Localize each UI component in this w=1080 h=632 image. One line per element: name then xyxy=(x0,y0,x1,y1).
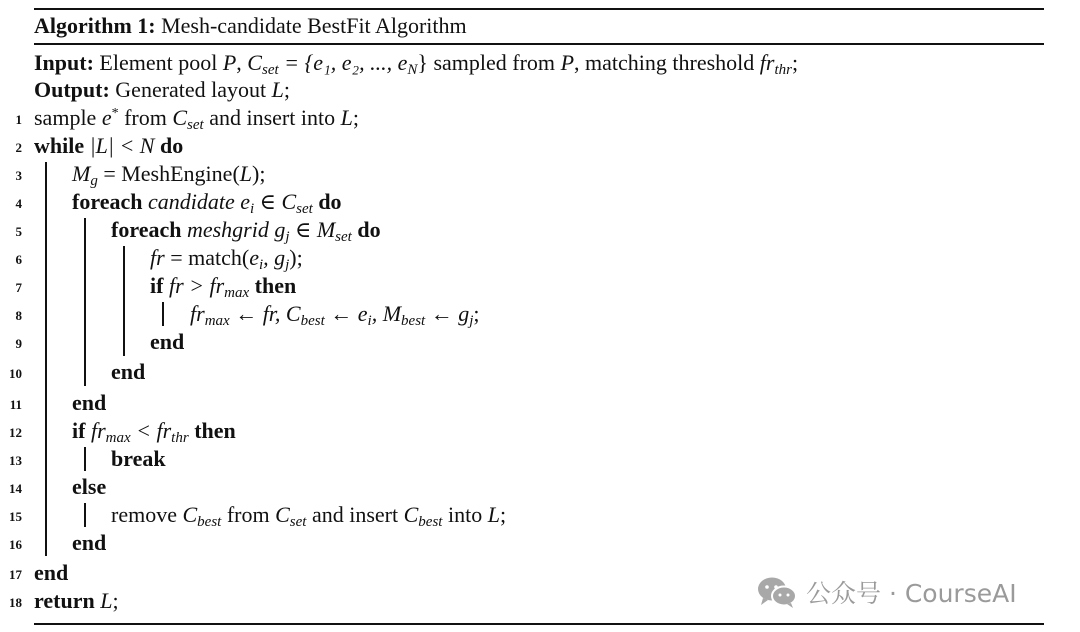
input-text: sampled from xyxy=(433,50,556,75)
foreach-meshgrid-bar xyxy=(123,246,125,356)
math-var: L xyxy=(271,77,284,102)
line-code xyxy=(150,328,184,356)
output-line xyxy=(34,76,290,104)
math-var: P xyxy=(560,50,575,75)
math-sup: * xyxy=(111,106,119,121)
caption-title: Mesh-candidate BestFit Algorithm xyxy=(161,13,467,38)
math-var: fr xyxy=(150,245,165,270)
line-code xyxy=(72,529,106,557)
math-sub: best xyxy=(418,514,443,530)
caption-rule xyxy=(34,43,1044,45)
math-expr: |L| < N xyxy=(89,133,155,158)
line-code xyxy=(34,559,68,587)
math-var: e xyxy=(101,105,112,130)
math-sub: set xyxy=(187,117,204,133)
keyword-return: return xyxy=(34,588,95,613)
algorithm-line xyxy=(0,132,1040,160)
math-sub: j xyxy=(285,229,290,245)
keyword-do: do xyxy=(318,189,342,214)
punct: ; xyxy=(791,50,799,75)
line-number: 4 xyxy=(15,196,22,211)
math-var: fr xyxy=(190,301,205,326)
math-sub: i xyxy=(258,257,264,273)
algorithm-line xyxy=(0,160,1040,188)
algorithm-line xyxy=(0,328,1040,356)
math-expr: meshgrid g xyxy=(186,217,286,242)
math-var: L xyxy=(487,502,500,527)
math-var: C xyxy=(275,502,290,527)
math-sub: j xyxy=(285,257,290,273)
keyword-end: end xyxy=(150,329,185,354)
algorithm-line xyxy=(0,244,1040,272)
line-number: 16 xyxy=(9,537,22,552)
keyword-end: end xyxy=(72,530,107,555)
line-code xyxy=(72,417,236,445)
input-line: Input: Element pool P, $C_{set} = \{e_1$, e₂, ..., $e_N$} sampled from P, matching threshold $fr_{thr}$; xyxy=(34,50,799,78)
punct: ); xyxy=(252,161,266,186)
line-number: 1 xyxy=(15,112,22,127)
line-number: 17 xyxy=(9,567,22,582)
math-sub: max xyxy=(105,430,131,446)
math-var: L xyxy=(239,161,253,186)
math-var: fr xyxy=(759,50,775,75)
code-text: from xyxy=(226,502,270,527)
math-set-close: } xyxy=(417,50,428,75)
math-sub: set xyxy=(289,514,307,530)
line-code xyxy=(34,132,183,160)
math-sub: set xyxy=(335,229,352,245)
math-sub: N xyxy=(407,62,418,78)
math-sub: i xyxy=(367,313,372,329)
watermark-text: 公众号 · CourseAI xyxy=(806,579,1017,608)
line-code xyxy=(150,244,303,272)
math-sub: set xyxy=(261,62,279,78)
math-var: C xyxy=(403,502,419,527)
wechat-icon xyxy=(756,575,798,609)
math-sub: set xyxy=(296,201,313,217)
math-var: L xyxy=(100,588,113,613)
algorithm-line xyxy=(0,358,1040,386)
algorithm-caption xyxy=(34,11,467,41)
else-bar xyxy=(84,503,86,527)
keyword-end: end xyxy=(72,390,107,415)
algorithm-line xyxy=(0,300,1040,328)
math-sub: i xyxy=(250,201,255,217)
math-sub: thr xyxy=(171,430,189,446)
line-code xyxy=(72,473,106,501)
punct: ; xyxy=(352,105,359,130)
math-expr: ← fr, C xyxy=(235,301,301,326)
line-number: 14 xyxy=(9,481,22,496)
line-number: 2 xyxy=(15,140,22,155)
if-then-bar xyxy=(162,302,164,326)
punct: ); xyxy=(289,245,303,270)
code-text: and insert xyxy=(311,502,399,527)
keyword-do: do xyxy=(357,217,381,242)
math-sub: best xyxy=(401,313,426,329)
keyword-then: then xyxy=(254,273,297,298)
math-expr: ∈ C xyxy=(259,189,297,214)
foreach-candidate-bar xyxy=(84,218,86,386)
math-var: C xyxy=(172,105,188,130)
line-code xyxy=(34,104,359,132)
keyword-then: then xyxy=(194,418,236,443)
code-text: = match( xyxy=(170,245,250,270)
bottom-rule xyxy=(34,623,1044,625)
algorithm-line xyxy=(0,417,1040,445)
math-expr: , M xyxy=(371,301,402,326)
math-sub: best xyxy=(197,514,222,530)
code-text: remove xyxy=(111,502,177,527)
output-label: Output: xyxy=(34,77,110,102)
keyword-end: end xyxy=(111,359,146,384)
algorithm-line xyxy=(0,389,1040,417)
line-code xyxy=(34,587,119,615)
algorithm-line xyxy=(0,188,1040,216)
line-code xyxy=(190,300,480,328)
keyword-if: if xyxy=(72,418,86,443)
input-text: Element pool xyxy=(99,50,218,75)
line-code xyxy=(150,272,296,300)
watermark xyxy=(756,572,1017,612)
math-sub: thr xyxy=(774,62,792,78)
code-text: sample xyxy=(34,105,97,130)
line-number: 12 xyxy=(9,425,22,440)
math-sub: best xyxy=(300,313,325,329)
line-number: 8 xyxy=(15,308,22,323)
keyword-foreach: foreach xyxy=(111,217,182,242)
line-number: 13 xyxy=(9,453,22,468)
caption-label: Algorithm 1: xyxy=(34,13,156,38)
line-number: 15 xyxy=(9,509,22,524)
line-code xyxy=(72,160,265,188)
algorithm-line xyxy=(0,529,1040,557)
math-var: fr xyxy=(90,418,106,443)
algorithm-line xyxy=(0,272,1040,300)
line-code xyxy=(111,501,506,529)
math-expr: < fr xyxy=(136,418,172,443)
line-number: 18 xyxy=(9,595,22,610)
math-var: C xyxy=(182,502,198,527)
math-expr: ∈ M xyxy=(295,217,336,242)
line-number: 11 xyxy=(9,397,22,412)
math-expr: ← g xyxy=(430,301,470,326)
math-set: = {e₁, e₂, ..., e xyxy=(284,50,408,75)
punct: ; xyxy=(499,502,507,527)
keyword-do: do xyxy=(159,133,184,158)
punct: ; xyxy=(112,588,119,613)
algorithm-line xyxy=(0,473,1040,501)
line-number: 10 xyxy=(9,366,22,381)
input-text: , matching threshold xyxy=(574,50,755,75)
output-text: Generated layout xyxy=(115,77,267,102)
math-sub: max xyxy=(204,313,230,329)
input-label: Input: xyxy=(34,50,94,75)
math-expr: ← e xyxy=(330,301,368,326)
math-var: M xyxy=(72,161,91,186)
algorithm-line xyxy=(0,445,1040,473)
math-expr: candidate e xyxy=(147,189,250,214)
keyword-foreach: foreach xyxy=(72,189,143,214)
line-number: 5 xyxy=(15,224,22,239)
math-sub: j xyxy=(469,313,474,329)
math-var: P xyxy=(222,50,237,75)
algorithm-line xyxy=(0,104,1040,132)
punct: ; xyxy=(283,77,291,102)
code-text: from xyxy=(124,105,167,130)
math-var: C xyxy=(247,50,262,75)
punct: ; xyxy=(473,301,480,326)
line-code xyxy=(72,188,342,216)
if-break-bar xyxy=(84,447,86,471)
line-number: 7 xyxy=(15,280,22,295)
line-code xyxy=(111,358,145,386)
math-sub: g xyxy=(90,173,98,189)
while-block-bar xyxy=(45,162,47,556)
keyword-while: while xyxy=(34,133,85,158)
algorithm-line xyxy=(0,216,1040,244)
top-rule xyxy=(34,8,1044,10)
line-code xyxy=(111,445,166,473)
line-number: 3 xyxy=(15,168,22,183)
code-text: and insert into xyxy=(209,105,336,130)
keyword-break: break xyxy=(111,446,166,471)
keyword-end: end xyxy=(34,560,69,585)
math-sub: max xyxy=(224,285,250,301)
line-number: 9 xyxy=(15,336,22,351)
keyword-else: else xyxy=(72,474,107,499)
line-code xyxy=(72,389,106,417)
math-var: , g xyxy=(263,245,286,270)
line-code xyxy=(111,216,381,244)
math-var: L xyxy=(340,105,353,130)
code-text: into xyxy=(447,502,483,527)
math-var: e xyxy=(249,245,259,270)
algorithm-line xyxy=(0,501,1040,529)
math-expr: fr > fr xyxy=(168,273,225,298)
keyword-if: if xyxy=(150,273,164,298)
line-number: 6 xyxy=(15,252,22,267)
code-text: = MeshEngine( xyxy=(103,161,240,186)
